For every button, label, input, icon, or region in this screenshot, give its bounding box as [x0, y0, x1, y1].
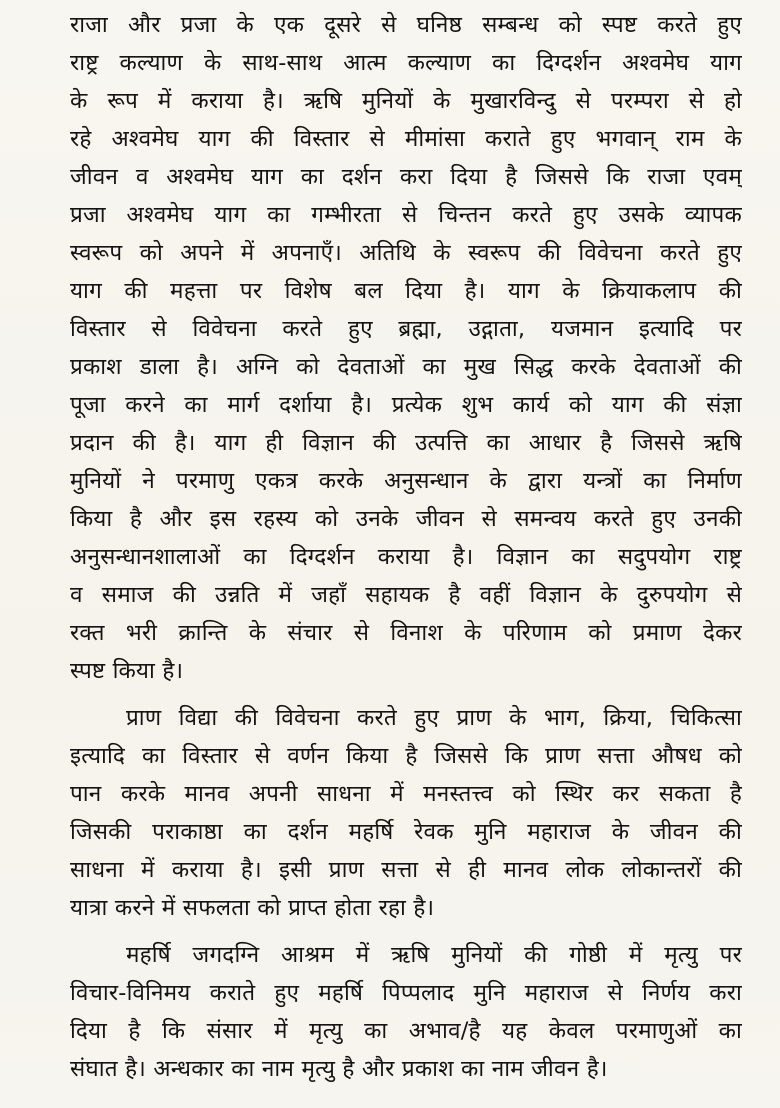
text-line: महर्षि जगदग्नि आश्रम में ऋषि मुनियों की गोष्ठी में मृत्यु पर — [126, 942, 742, 968]
text-line: विस्तार से विवेचना करते हुए ब्रह्मा, उद्गाता, यजमान इत्यादि पर — [70, 316, 742, 342]
page-text — [70, 6, 742, 1088]
text-line: स्पष्ट किया है। — [70, 658, 184, 684]
text-line: किया है और इस रहस्य को उनके जीवन से समन्वय करते हुए उनकी — [70, 506, 742, 532]
text-line: संघात है। अन्धकार का नाम मृत्यु है और प्रकाश का नाम जीवन है। — [70, 1056, 608, 1082]
text-line: राष्ट्र कल्याण के साथ-साथ आत्म कल्याण का दिग्दर्शन अश्वमेघ याग — [70, 50, 742, 76]
text-line: मुनियों ने परमाणु एकत्र करके अनुसन्धान के द्वारा यन्त्रों का निर्माण — [70, 468, 742, 494]
text-line: याग की महत्ता पर विशेष बल दिया है। याग के क्रियाकलाप की — [70, 278, 742, 304]
text-line: व समाज की उन्नति में जहाँ सहायक है वहीं विज्ञान के दुरुपयोग से — [70, 582, 742, 608]
text-line: इत्यादि का विस्तार से वर्णन किया है जिससे कि प्राण सत्ता औषध को — [70, 743, 742, 769]
text-line: जिसकी पराकाष्ठा का दर्शन महर्षि रेवक मुनि महाराज के जीवन की — [70, 819, 742, 845]
text-line: प्राण विद्या की विवेचना करते हुए प्राण के भाग, क्रिया, चिकित्सा — [126, 705, 742, 731]
text-line: राजा और प्रजा के एक दूसरे से घनिष्ठ सम्बन्ध को स्पष्ट करते हुए — [70, 12, 742, 38]
paragraph — [70, 936, 742, 1088]
text-line: यात्रा करने में सफलता को प्राप्त होता रहा है। — [70, 895, 435, 921]
text-line: स्वरूप को अपने में अपनाएँ। अतिथि के स्वरूप की विवेचना करते हुए — [70, 240, 742, 266]
text-line: प्रकाश डाला है। अग्नि को देवताओं का मुख सिद्ध करके देवताओं की — [70, 354, 742, 380]
paragraph — [70, 6, 742, 690]
text-line: अनुसन्धानशालाओं का दिग्दर्शन कराया है। विज्ञान का सदुपयोग राष्ट्र — [70, 544, 742, 570]
text-line: जीवन व अश्वमेघ याग का दर्शन करा दिया है जिससे कि राजा एवम् — [70, 164, 742, 190]
text-line: रहे अश्वमेघ याग की विस्तार से मीमांसा कराते हुए भगवान् राम के — [70, 126, 742, 152]
text-line: पान करके मानव अपनी साधना में मनस्तत्त्व को स्थिर कर सकता है — [70, 781, 742, 807]
text-line: के रूप में कराया है। ऋषि मुनियों के मुखारविन्दु से परम्परा से हो — [70, 88, 742, 114]
text-line: विचार-विनिमय कराते हुए महर्षि पिप्पलाद मुनि महाराज से निर्णय करा — [70, 980, 742, 1006]
text-line: साधना में कराया है। इसी प्राण सत्ता से ही मानव लोक लोकान्तरों की — [70, 857, 742, 883]
text-line: प्रजा अश्वमेघ याग का गम्भीरता से चिन्तन करते हुए उसके व्यापक — [70, 202, 742, 228]
text-line: पूजा करने का मार्ग दर्शाया है। प्रत्येक शुभ कार्य को याग की संज्ञा — [70, 392, 742, 418]
text-line: दिया है कि संसार में मृत्यु का अभाव/है यह केवल परमाणुओं का — [70, 1018, 742, 1044]
text-line: प्रदान की है। याग ही विज्ञान की उत्पत्ति का आधार है जिससे ऋषि — [70, 430, 742, 456]
paragraph — [70, 699, 742, 927]
text-line: रक्त भरी क्रान्ति के संचार से विनाश के परिणाम को प्रमाण देकर — [70, 620, 742, 646]
